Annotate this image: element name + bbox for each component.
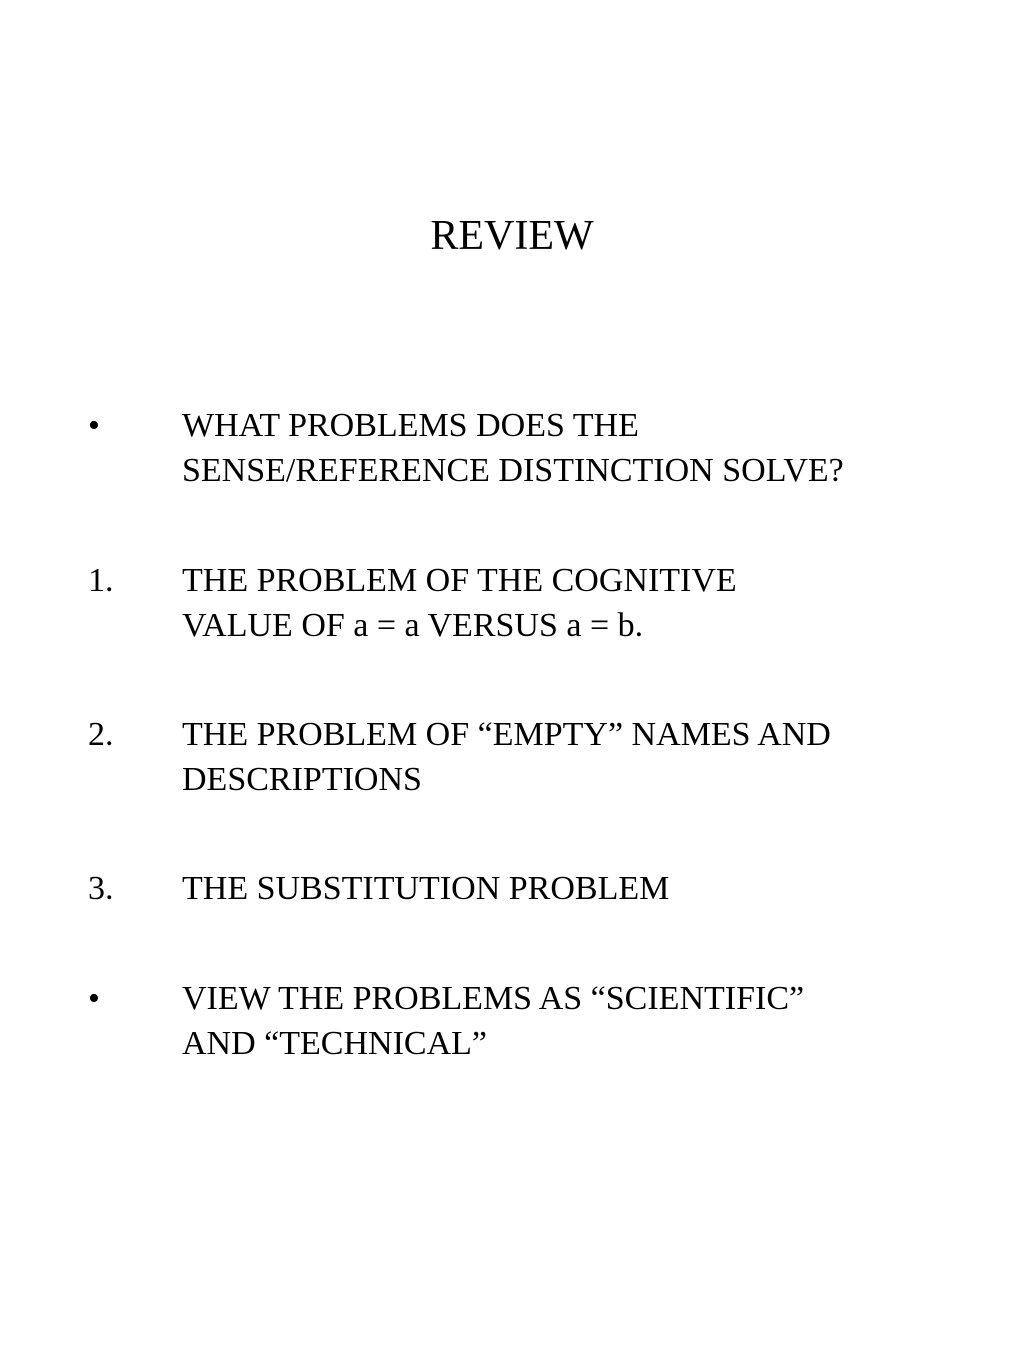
item-text-line: WHAT PROBLEMS DOES THE bbox=[182, 407, 639, 444]
number-marker: 1. bbox=[88, 562, 114, 599]
bullet-marker: • bbox=[88, 980, 100, 1017]
item-text-line: DESCRIPTIONS bbox=[182, 761, 422, 798]
item-text-line: THE PROBLEM OF “EMPTY” NAMES AND bbox=[182, 716, 831, 753]
number-marker: 2. bbox=[88, 716, 114, 753]
item-text-line: AND “TECHNICAL” bbox=[182, 1025, 487, 1062]
item-text-line: THE SUBSTITUTION PROBLEM bbox=[182, 870, 670, 907]
item-text-line: THE PROBLEM OF THE COGNITIVE bbox=[182, 562, 737, 599]
item-text-line: VIEW THE PROBLEMS AS “SCIENTIFIC” bbox=[182, 980, 805, 1017]
item-text-line: SENSE/REFERENCE DISTINCTION SOLVE? bbox=[182, 452, 844, 489]
bullet-marker: • bbox=[88, 407, 100, 444]
slide-title: REVIEW bbox=[430, 213, 594, 259]
number-marker: 3. bbox=[88, 870, 114, 907]
item-text-line: VALUE OF a = a VERSUS a = b. bbox=[182, 607, 644, 644]
